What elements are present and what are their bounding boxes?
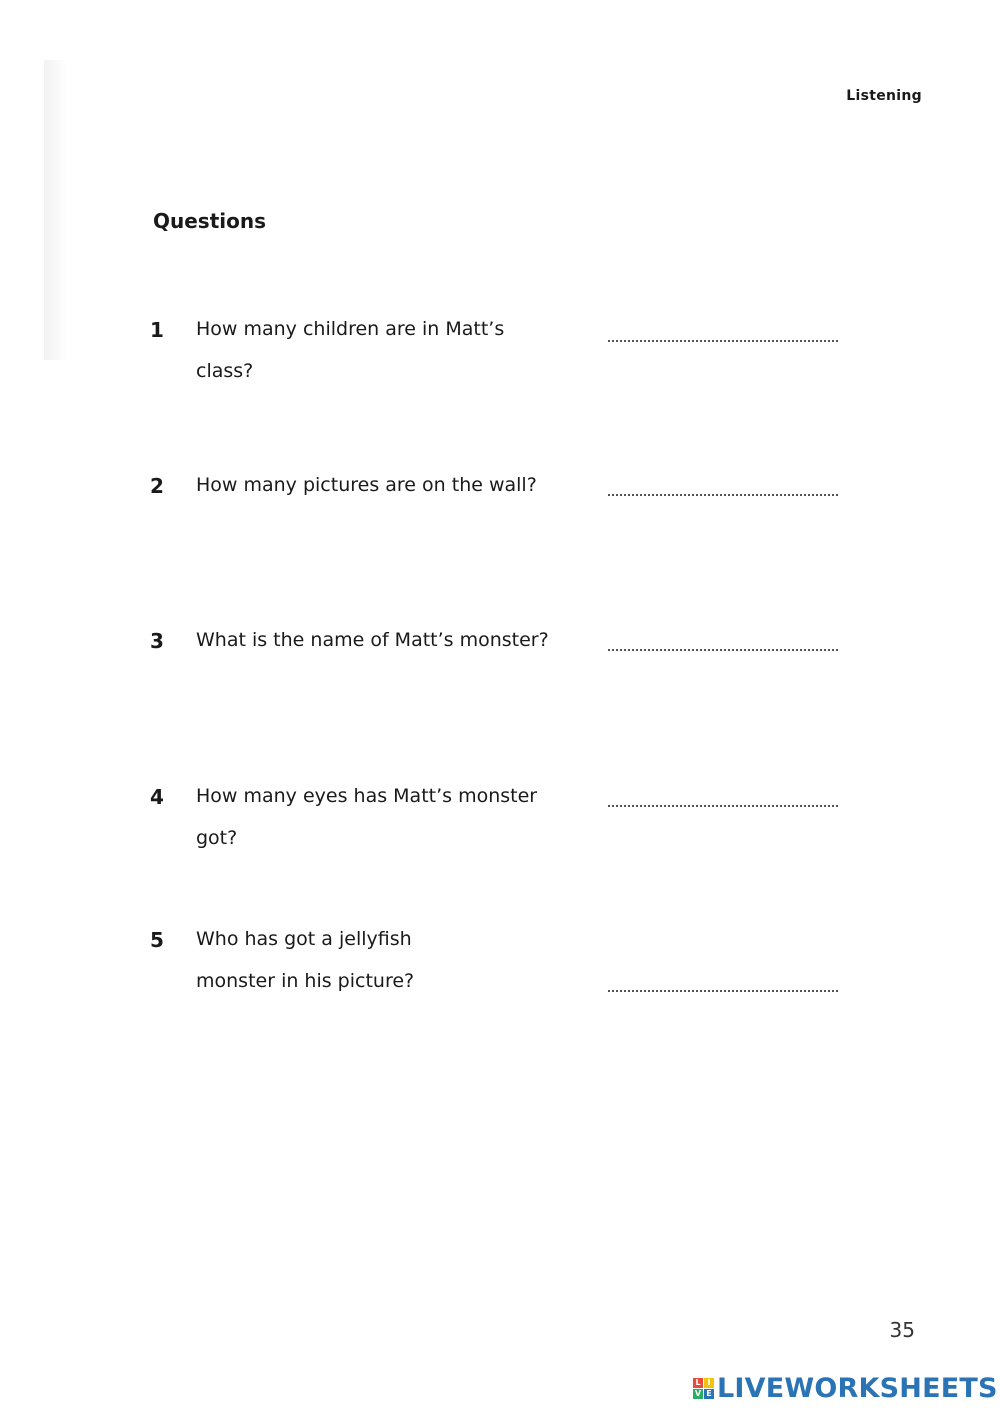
answer-line[interactable] (608, 805, 838, 807)
liveworksheets-icon (693, 1378, 714, 1399)
question-number: 4 (150, 785, 164, 809)
question-1 (150, 318, 850, 398)
page-heading: Questions (153, 209, 267, 233)
logo-letter: I (704, 1378, 714, 1388)
question-text: How many pictures are on the wall? (196, 474, 537, 496)
question-4 (150, 785, 850, 865)
logo-letter: V (694, 1389, 702, 1398)
answer-line[interactable] (608, 494, 838, 496)
question-text: How many children are in Matt’s class? (196, 318, 505, 382)
logo-letter: L (693, 1378, 703, 1388)
page-number: 35 (889, 1318, 915, 1342)
answer-line[interactable] (608, 340, 838, 342)
liveworksheets-logo (693, 1373, 998, 1404)
section-label: Listening (846, 88, 922, 104)
question-number: 5 (150, 928, 164, 952)
question-5 (150, 928, 850, 1008)
logo-letter: E (704, 1389, 714, 1399)
question-3 (150, 629, 850, 709)
answer-line[interactable] (608, 649, 838, 651)
question-2 (150, 474, 850, 554)
question-number: 3 (150, 629, 164, 653)
question-number: 1 (150, 318, 164, 342)
question-text: What is the name of Matt’s monster? (196, 629, 549, 651)
question-number: 2 (150, 474, 164, 498)
question-text: Who has got a jellyfish monster in his picture? (196, 928, 415, 992)
page-edge-shadow (44, 60, 68, 360)
question-text: How many eyes has Matt’s monster got? (196, 785, 538, 849)
answer-line[interactable] (608, 990, 838, 992)
brand-name: LIVEWORKSHEETS (717, 1373, 998, 1404)
